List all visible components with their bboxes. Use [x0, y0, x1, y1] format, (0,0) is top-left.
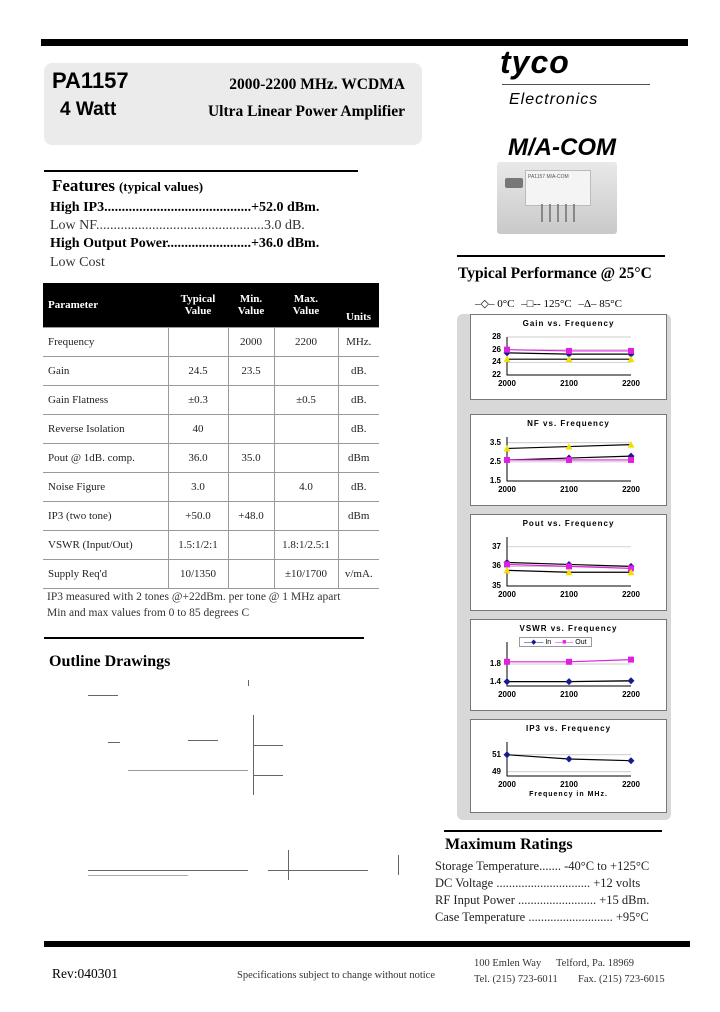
spec-cell: dB.	[338, 473, 379, 502]
data-point	[566, 563, 572, 569]
spec-cell: ±0.5	[274, 386, 338, 415]
y-tick-label: 2.5	[489, 456, 501, 466]
spec-cell: 23.5	[228, 357, 274, 386]
y-tick-label: 36	[492, 561, 501, 571]
address-city: Telford, Pa. 18969	[556, 958, 635, 969]
spec-cell: Gain Flatness	[43, 386, 168, 415]
y-tick-label: 35	[492, 581, 501, 590]
feature-output-power: High Output Power........................+36.0 dBm.	[50, 236, 320, 251]
x-tick-label: 2100	[560, 590, 578, 599]
spec-cell	[274, 444, 338, 473]
spec-row	[43, 328, 379, 357]
spec-row	[43, 415, 379, 444]
performance-title: Typical Performance @ 25°C	[458, 265, 652, 282]
chart-legend: —◆— In —■— Out	[519, 637, 592, 647]
data-point	[628, 457, 634, 463]
drawing-line-j	[268, 870, 368, 871]
ratings-title: Maximum Ratings	[445, 836, 573, 853]
x-tick-label: 2000	[498, 690, 516, 699]
x-tick-label: 2000	[498, 379, 516, 388]
power-rating: 4 Watt	[60, 99, 117, 120]
x-axis-label: Frequency in MHz.	[529, 791, 608, 798]
spec-cell	[228, 531, 274, 560]
module-label: PA1157 M/A-COM	[528, 174, 569, 180]
performance-rule	[457, 255, 665, 257]
chart-title: NF vs. Frequency	[527, 419, 610, 428]
spec-row	[43, 502, 379, 531]
x-tick-label: 2200	[622, 379, 640, 388]
chart-1	[470, 414, 667, 506]
spec-cell: ±0.3	[168, 386, 228, 415]
tyco-underline	[502, 84, 650, 85]
module-pins	[541, 204, 581, 222]
data-point	[504, 347, 510, 353]
drawing-line-m	[398, 855, 399, 875]
spec-cell: Reverse Isolation	[43, 415, 168, 444]
top-rule	[41, 39, 688, 46]
features-title	[52, 176, 203, 196]
spec-cell: dB.	[338, 386, 379, 415]
data-point	[504, 678, 511, 685]
data-point	[566, 659, 572, 665]
spec-cell: v/mA.	[338, 560, 379, 589]
data-point	[566, 457, 572, 463]
y-tick-label: 22	[492, 370, 501, 379]
performance-legend	[475, 297, 622, 310]
spec-cell	[228, 560, 274, 589]
x-tick-label: 2100	[560, 690, 578, 699]
spec-cell: 2000	[228, 328, 274, 357]
spec-cell: dB.	[338, 357, 379, 386]
data-point	[504, 457, 510, 463]
ratings-rule	[444, 830, 662, 832]
footer-rule	[44, 941, 690, 947]
spec-cell	[228, 386, 274, 415]
spec-cell: +50.0	[168, 502, 228, 531]
feature-ip3: High IP3..........................................+52.0 dBm.	[50, 200, 320, 215]
spec-cell	[274, 502, 338, 531]
revision: Rev:040301	[52, 966, 118, 981]
spec-cell: ±10/1700	[274, 560, 338, 589]
rating-case-temp: Case Temperature ........................... +95°C	[435, 910, 649, 924]
frequency-band: 2000-2200 MHz. WCDMA	[229, 76, 405, 93]
legend-85c: –Δ– 85°C	[578, 298, 623, 310]
spec-cell: dBm	[338, 444, 379, 473]
rating-storage-temp: Storage Temperature....... -40°C to +125°C	[435, 859, 650, 873]
drawing-line-a	[88, 695, 118, 696]
module-photo	[497, 162, 617, 234]
data-point	[566, 756, 573, 763]
disclaimer: Specifications subject to change without notice	[237, 970, 435, 981]
spec-cell: 4.0	[274, 473, 338, 502]
spec-cell: 1.5:1/2:1	[168, 531, 228, 560]
header-typical: Typical Value	[168, 283, 228, 328]
chart-0	[470, 314, 667, 400]
y-tick-label: 1.5	[489, 476, 501, 485]
features-rule	[44, 170, 358, 172]
y-tick-label: 28	[492, 332, 501, 341]
chart-title: Gain vs. Frequency	[522, 319, 615, 328]
data-point	[628, 757, 635, 764]
data-point	[628, 677, 635, 684]
spec-row	[43, 560, 379, 589]
x-tick-label: 2100	[560, 780, 578, 789]
product-name: Ultra Linear Power Amplifier	[207, 103, 405, 120]
y-tick-label: 24	[492, 357, 501, 367]
y-tick-label: 3.5	[489, 437, 501, 447]
data-point	[504, 751, 511, 758]
spec-cell: Frequency	[43, 328, 168, 357]
legend-125c: –□-- 125°C	[521, 298, 572, 310]
data-point	[504, 659, 510, 665]
part-number: PA1157	[52, 68, 129, 93]
spec-cell: 1.8:1/2.5:1	[274, 531, 338, 560]
header-parameter: Parameter	[43, 283, 168, 328]
x-tick-label: 2100	[560, 379, 578, 388]
spec-cell: Pout @ 1dB. comp.	[43, 444, 168, 473]
x-tick-label: 2200	[622, 780, 640, 789]
spec-row	[43, 357, 379, 386]
features-subheading: (typical values)	[118, 179, 204, 194]
spec-cell	[228, 415, 274, 444]
spec-cell	[338, 531, 379, 560]
chart-title: VSWR vs. Frequency	[519, 624, 618, 633]
tyco-logo: tyco	[500, 44, 570, 80]
legend-out: Out	[575, 639, 587, 646]
header-max: Max. Value	[274, 283, 338, 328]
chart-4	[470, 719, 667, 813]
drawing-line-e	[188, 740, 218, 741]
fax: Fax. (215) 723-6015	[578, 974, 665, 985]
y-tick-label: 51	[492, 749, 501, 759]
data-point	[566, 678, 573, 685]
drawing-line-f	[108, 742, 120, 743]
drawing-line-b	[248, 680, 249, 686]
data-point	[566, 348, 572, 354]
rating-dc-voltage: DC Voltage .............................. +12 volts	[435, 876, 641, 890]
x-tick-label: 2200	[622, 485, 640, 494]
drawing-line-l	[288, 850, 289, 880]
spec-cell	[274, 357, 338, 386]
chart-title: IP3 vs. Frequency	[525, 724, 612, 733]
header-units: Units	[338, 283, 379, 328]
feature-low-cost: Low Cost	[50, 255, 105, 270]
x-tick-label: 2200	[622, 590, 640, 599]
spec-cell: IP3 (two tone)	[43, 502, 168, 531]
drawing-line-h	[253, 775, 283, 776]
spec-table	[43, 283, 379, 589]
spec-cell: 3.0	[168, 473, 228, 502]
spec-cell: Gain	[43, 357, 168, 386]
data-point	[628, 348, 634, 354]
x-tick-label: 2200	[622, 690, 640, 699]
data-point	[504, 561, 510, 567]
data-point	[628, 657, 634, 663]
spec-cell: +48.0	[228, 502, 274, 531]
x-tick-label: 2000	[498, 590, 516, 599]
spec-cell: 36.0	[168, 444, 228, 473]
spec-cell: dBm	[338, 502, 379, 531]
spec-row	[43, 444, 379, 473]
spec-cell: 10/1350	[168, 560, 228, 589]
y-tick-label: 37	[492, 541, 501, 551]
phone: Tel. (215) 723-6011	[474, 974, 558, 985]
spec-cell	[168, 328, 228, 357]
spec-cell	[274, 415, 338, 444]
header-min: Min. Value	[228, 283, 274, 328]
outline-rule	[44, 637, 364, 639]
spec-note-1: IP3 measured with 2 tones @+22dBm. per tone @ 1 MHz apart	[47, 591, 341, 603]
y-tick-label: 49	[492, 766, 501, 776]
drawing-line-i	[88, 870, 248, 871]
spec-row	[43, 531, 379, 560]
chart-title: Pout vs. Frequency	[522, 519, 615, 528]
x-tick-label: 2000	[498, 485, 516, 494]
y-tick-label: 1.8	[489, 659, 501, 668]
legend-0c: –◇– 0°C	[475, 298, 515, 310]
spec-note-2: Min and max values from 0 to 85 degrees C	[47, 607, 250, 619]
chart-3	[470, 619, 667, 711]
x-tick-label: 2000	[498, 780, 516, 789]
x-tick-label: 2100	[560, 485, 578, 494]
spec-cell: Noise Figure	[43, 473, 168, 502]
spec-cell	[228, 473, 274, 502]
macom-logo: M/A-COM	[508, 134, 616, 161]
y-tick-label: 1.4	[489, 676, 501, 686]
spec-cell: 24.5	[168, 357, 228, 386]
chart-2	[470, 514, 667, 611]
electronics-logo: Electronics	[509, 91, 599, 108]
spec-cell: 2200	[274, 328, 338, 357]
legend-in: In	[545, 639, 552, 646]
spec-row	[43, 386, 379, 415]
features-heading: Features	[52, 176, 115, 195]
drawing-line-g	[128, 770, 248, 771]
spec-cell: MHz.	[338, 328, 379, 357]
rating-rf-input: RF Input Power ......................... +15 dBm.	[435, 893, 650, 907]
y-tick-label: 26	[492, 344, 501, 354]
outline-drawing	[88, 680, 408, 890]
drawing-line-c	[253, 715, 254, 795]
spec-cell: 35.0	[228, 444, 274, 473]
spec-header-row	[43, 283, 379, 328]
feature-nf: Low NF................................................3.0 dB.	[50, 218, 305, 233]
spec-cell: Supply Req'd	[43, 560, 168, 589]
address-street: 100 Emlen Way	[474, 958, 542, 969]
spec-cell: dB.	[338, 415, 379, 444]
module-connector	[505, 178, 523, 188]
spec-cell: VSWR (Input/Out)	[43, 531, 168, 560]
drawing-line-d	[253, 745, 283, 746]
spec-cell: 40	[168, 415, 228, 444]
spec-row	[43, 473, 379, 502]
outline-title: Outline Drawings	[49, 653, 171, 670]
drawing-line-k	[88, 875, 188, 876]
